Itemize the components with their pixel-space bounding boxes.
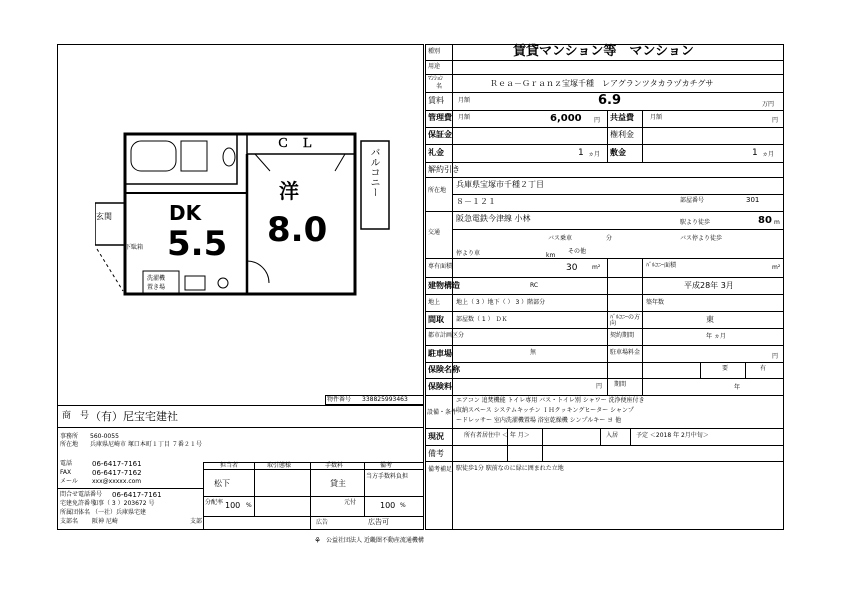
label-insurance: 保険名称 bbox=[428, 365, 460, 374]
grid-person: 松下 bbox=[214, 479, 230, 488]
room-no-value: 301 bbox=[746, 196, 760, 204]
label-zoning: 都市計画区分 bbox=[428, 332, 465, 339]
equipment-line-1: エアコン 追焚機能 トイレ専用 バス・トイレ別 シャワー 洗浄便座付き bbox=[456, 397, 645, 404]
label-area: 専有面積 bbox=[428, 263, 453, 270]
equipment-line-3: ードレッサー 室内洗濯機置場 浴室乾燥機 シンプルキー ヨ 他 bbox=[456, 417, 622, 424]
status-value: 所有者居住中 ＜ 年 月＞ bbox=[464, 432, 530, 439]
bus-ride-unit: 分 bbox=[606, 235, 613, 242]
plan-entrance-label: 玄関 bbox=[96, 212, 112, 221]
line-value: 阪急電鉄今津線 小林 bbox=[456, 214, 531, 223]
period-unit: 年 bbox=[734, 384, 741, 391]
structure-value: RC bbox=[530, 282, 539, 289]
bus-ride-label: バス乗車 bbox=[548, 235, 573, 242]
label-name: 名 bbox=[436, 83, 443, 90]
label-common: 共益費 bbox=[610, 113, 634, 122]
label-parking: 駐車場 bbox=[428, 349, 452, 358]
label-use: 用途 bbox=[428, 63, 441, 70]
label-rights: 権利金 bbox=[610, 130, 634, 139]
label-transport: 交通 bbox=[428, 229, 441, 236]
walk-unit: m bbox=[774, 219, 780, 226]
label-structure: 建物構造 bbox=[428, 281, 460, 290]
plan-dk-label: DK bbox=[169, 201, 202, 225]
parking-value: 無 bbox=[530, 349, 537, 356]
label-extra: 備考補足 bbox=[428, 466, 453, 473]
area-unit: m² bbox=[592, 264, 601, 271]
grid-share-mgr-label: 分配率 bbox=[205, 499, 224, 506]
insurance-has: 有 bbox=[760, 365, 767, 372]
plan-balcony-label: バルコニー bbox=[368, 147, 379, 197]
plan-dk-size: 5.5 bbox=[167, 224, 228, 264]
property-no-value: 338825993463 bbox=[362, 396, 408, 403]
label-status: 現況 bbox=[428, 432, 444, 441]
fax-label: FAX bbox=[60, 469, 72, 476]
label-name-kana: ﾏﾝｼｮﾝ bbox=[428, 75, 444, 82]
move-in-label: 入居 bbox=[606, 432, 619, 439]
shikikin-value: 1 bbox=[752, 148, 758, 158]
inquiry-label: 問合せ電話番号 bbox=[60, 491, 103, 498]
insurance-result: 要 bbox=[722, 365, 729, 372]
trade-name: （有）尼宝宅建社 bbox=[90, 410, 178, 423]
other-label: その他 bbox=[568, 248, 587, 255]
group-value: （一社）兵庫県宅建 bbox=[92, 509, 147, 516]
floor-plan-drawing bbox=[95, 131, 395, 301]
inquiry-value: 06-6417-7161 bbox=[112, 491, 162, 499]
equipment-line-2: 収納スペース システムキッチン ＩＨクッキングヒーター シャンプ bbox=[456, 407, 634, 414]
rent-prefix: 月額 bbox=[458, 97, 471, 104]
plan-washroom-label-2: 置き場 bbox=[147, 284, 166, 291]
floor-plan bbox=[95, 131, 395, 301]
grid-share-cli: 100 bbox=[380, 501, 396, 510]
fax-value: 06-6417-7162 bbox=[92, 469, 142, 477]
license-value: 知事（ 3 ）203672 号 bbox=[92, 500, 155, 507]
parking-fee-unit: 円 bbox=[772, 353, 779, 360]
grid-share-mgr-pct: % bbox=[246, 502, 252, 509]
mgmt-prefix: 月額 bbox=[458, 114, 471, 121]
walk-label: 駅より徒歩 bbox=[680, 219, 711, 226]
branch-suffix: 支部 bbox=[190, 518, 203, 525]
property-name: Ｒｅａ－Ｇｒａｎｚ宝塚千種 レアグランツタカラヅカチグサ bbox=[490, 79, 714, 88]
branch-value: 阪神 尼崎 bbox=[92, 518, 118, 525]
from-stop-label: 停より車 bbox=[456, 250, 481, 257]
period-label: 期間 bbox=[614, 381, 627, 388]
built-value: 平成28年 3月 bbox=[684, 281, 734, 290]
mail-label: メール bbox=[60, 478, 78, 485]
renewal-value: 年 ヵ月 bbox=[706, 333, 726, 340]
grid-ad-label: 広告 bbox=[316, 519, 329, 526]
label-guarantor: 保険料 bbox=[428, 382, 452, 391]
group-label: 所属団体名 bbox=[60, 509, 91, 516]
reikin-value: 1 bbox=[578, 148, 584, 158]
rent-unit: 万円 bbox=[762, 101, 775, 108]
mail-value: xxx@xxxxx.com bbox=[92, 478, 142, 485]
company-address-label: 所在地 bbox=[60, 441, 79, 448]
extra-value: 駅徒歩1分 駅前なのに緑に囲まれた立地 bbox=[456, 465, 564, 472]
branch-label: 支部名 bbox=[60, 518, 79, 525]
balcony-area-unit: m² bbox=[772, 264, 781, 271]
grid-fee-note: 当方手数料負担 bbox=[366, 473, 409, 480]
office-value: 560-0055 bbox=[90, 433, 119, 440]
label-shikikin: 敷金 bbox=[610, 148, 626, 157]
grid-mode: 貸主 bbox=[330, 479, 346, 488]
label-reikin: 礼金 bbox=[428, 148, 444, 157]
mgmt-yen: 円 bbox=[594, 117, 601, 124]
property-no-label: 物件番号 bbox=[327, 396, 352, 403]
label-address: 所在地 bbox=[428, 187, 447, 194]
bus-walk-label: バス停より徒歩 bbox=[680, 235, 723, 242]
direction-value: 東 bbox=[706, 315, 714, 324]
label-floors: 地上 bbox=[428, 299, 441, 306]
guarantor-yen: 円 bbox=[596, 383, 603, 390]
parking-fee-label: 駐車場料金 bbox=[610, 349, 641, 356]
label-notes: 備考 bbox=[428, 449, 444, 458]
grid-ad-value: 広告可 bbox=[368, 518, 389, 526]
tel-value: 06-6417-7161 bbox=[92, 460, 142, 468]
shikikin-unit: ヵ月 bbox=[762, 151, 775, 158]
walk-value: 80 bbox=[758, 215, 772, 226]
plan-cl-label: Ｃ Ｌ bbox=[277, 136, 314, 150]
area-value: 30 bbox=[566, 263, 578, 273]
renewal-label: 契約期間 bbox=[610, 332, 635, 339]
address-value: 兵庫県宝塚市千種２丁目 bbox=[456, 180, 544, 189]
license-label: 宅建免許番号 bbox=[60, 500, 97, 507]
label-amort: 解約引き bbox=[428, 165, 460, 174]
label-rent: 賃料 bbox=[428, 96, 444, 105]
sheet-title: 賃貸マンション等 マンション bbox=[513, 44, 694, 59]
grid-header-fee: 手数料 bbox=[325, 462, 344, 469]
plan-shoes-label: 下駄箱 bbox=[125, 244, 144, 251]
footer-logo-icon: ⚘ bbox=[314, 536, 322, 545]
floors-text: 地上（ 3 ）地下（ ） 3 ）階部分 bbox=[456, 299, 546, 306]
mgmt-value: 6,000 bbox=[550, 113, 582, 124]
common-prefix: 月額 bbox=[650, 114, 663, 121]
balcony-area-label: ﾊﾞﾙｺﾆｰ面積 bbox=[646, 262, 677, 269]
move-in-value: 予定 ＜2018 年 2月中旬＞ bbox=[636, 432, 709, 439]
grid-header-note: 備考 bbox=[380, 462, 393, 469]
label-mgmt: 管理費 bbox=[428, 113, 452, 122]
built-label: 築年数 bbox=[646, 299, 665, 306]
plan-western-size: 8.0 bbox=[267, 210, 328, 250]
grid-share-cli-label: 元付 bbox=[344, 499, 357, 506]
rent-value: 6.9 bbox=[598, 93, 622, 108]
address-no: ８－１２１ bbox=[456, 197, 496, 206]
grid-share-cli-pct: % bbox=[400, 502, 406, 509]
footer-text: 公益社団法人 近畿圏不動産流通機構 bbox=[326, 537, 424, 544]
plan-western-label: 洋 bbox=[279, 179, 299, 203]
km-label: km bbox=[546, 252, 556, 259]
direction-label: ﾊﾞﾙｺﾆｰの方向 bbox=[610, 314, 641, 327]
grid-header-person: 担当者 bbox=[220, 462, 239, 469]
office-label: 事務所 bbox=[60, 433, 79, 440]
label-type: 種別 bbox=[428, 48, 441, 55]
rooms-text: 部屋数（ 1 ） ＤＫ bbox=[456, 316, 508, 323]
common-yen: 円 bbox=[772, 117, 779, 124]
plan-washroom-label-1: 洗濯機 bbox=[147, 275, 166, 282]
label-equip: 設備・条件 bbox=[427, 409, 458, 416]
grid-header-mode: 取引態様 bbox=[267, 462, 292, 469]
reikin-unit: ヵ月 bbox=[588, 151, 601, 158]
room-no-label: 部屋番号 bbox=[680, 197, 705, 204]
grid-share-mgr: 100 bbox=[225, 501, 241, 510]
label-layout: 間取 bbox=[428, 315, 444, 324]
tel-label: 電話 bbox=[60, 460, 73, 467]
company-address: 兵庫県尼崎市 塚口本町１丁目 ７番２１号 bbox=[90, 441, 202, 448]
trade-name-label: 商 号 bbox=[62, 411, 90, 421]
label-deposit: 保証金 bbox=[428, 130, 452, 139]
